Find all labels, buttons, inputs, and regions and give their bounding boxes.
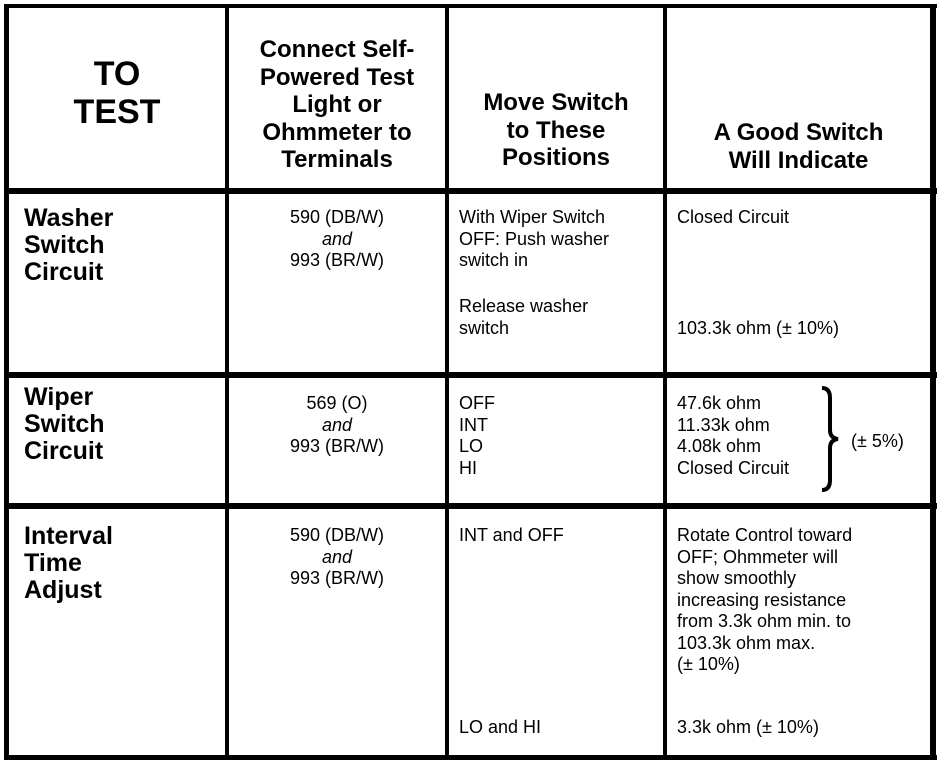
row-wiper-indicate: 47.6k ohm 11.33k ohm 4.08k ohm Closed Circuit bbox=[677, 393, 790, 478]
column-divider-3 bbox=[663, 4, 667, 760]
row-wiper-tolerance: (± 5%) bbox=[851, 431, 904, 451]
header-good-switch: A Good Switch Will Indicate bbox=[713, 119, 884, 174]
row-washer-indicate-1: Closed Circuit bbox=[677, 207, 790, 227]
row-washer-terminals: 590 (DB/W) and 993 (BR/W) bbox=[289, 207, 385, 270]
row-wiper-terminals: 569 (O) and 993 (BR/W) bbox=[289, 393, 385, 456]
header-divider bbox=[4, 188, 937, 194]
row-interval-label: Interval Time Adjust bbox=[24, 522, 113, 604]
right-brace-icon bbox=[818, 386, 848, 492]
row-divider-2 bbox=[4, 503, 937, 509]
row-wiper-label: Wiper Switch Circuit bbox=[24, 383, 105, 465]
row-interval-positions-2: LO and HI bbox=[459, 717, 542, 737]
row-divider-1 bbox=[4, 372, 937, 378]
header-to-test: TO TEST bbox=[73, 55, 161, 131]
row-wiper-positions: OFF INT LO HI bbox=[459, 393, 495, 478]
row-washer-label: Washer Switch Circuit bbox=[24, 204, 114, 286]
header-connect-terminals: Connect Self- Powered Test Light or Ohmmeter to Terminals bbox=[259, 36, 415, 173]
table-border-bottom bbox=[4, 755, 937, 760]
row-washer-positions-1: With Wiper Switch OFF: Push washer switch in bbox=[459, 207, 610, 270]
header-move-switch: Move Switch to These Positions bbox=[483, 89, 629, 171]
row-washer-indicate-2: 103.3k ohm (± 10%) bbox=[677, 318, 839, 338]
table-border-top bbox=[4, 4, 937, 8]
row-interval-terminals: 590 (DB/W) and 993 (BR/W) bbox=[289, 525, 385, 588]
row-interval-positions-1: INT and OFF bbox=[459, 525, 564, 545]
row-interval-indicate-2: 3.3k ohm (± 10%) bbox=[677, 717, 819, 737]
row-washer-positions-2: Release washer switch bbox=[459, 296, 589, 338]
row-interval-indicate-1: Rotate Control toward OFF; Ohmmeter will show smoothly increasing resistance from 3.3k ohm min. to 103.3k ohm max. (± 10%) bbox=[677, 525, 853, 674]
table-border-right bbox=[930, 4, 936, 760]
